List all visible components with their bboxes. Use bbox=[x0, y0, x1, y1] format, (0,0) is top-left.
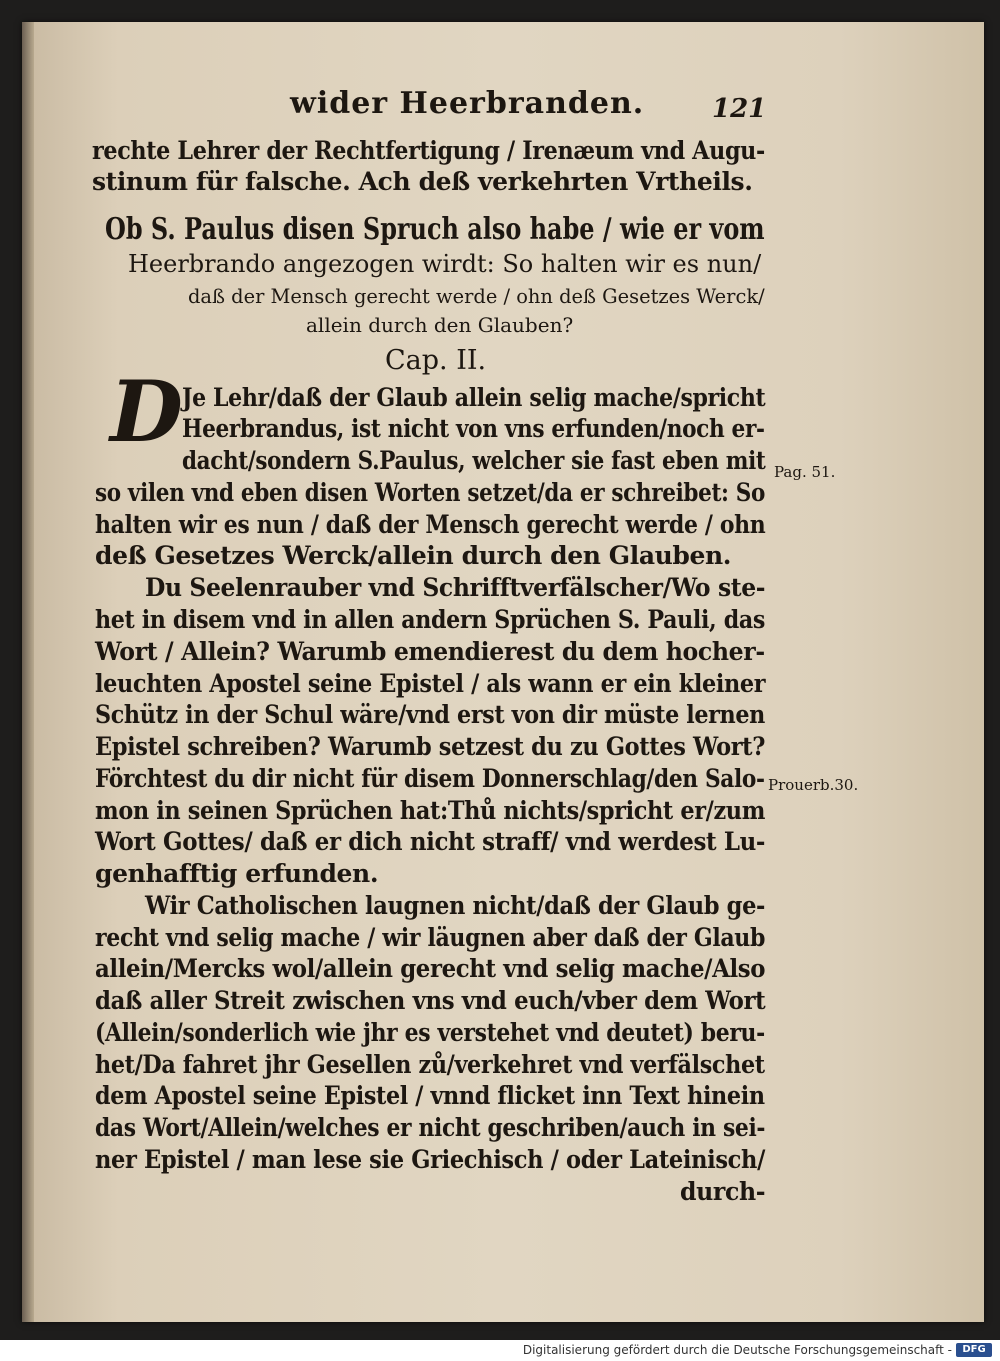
body-line: Heerbrandus, ist nicht von vns erfunden/noch er- bbox=[182, 414, 765, 443]
body-line: allein/Mercks wol/allein gerecht vnd selig mache/Also bbox=[95, 954, 766, 983]
body-line: das Wort/Allein/welches er nicht geschriben/auch in sei- bbox=[95, 1113, 766, 1142]
body-line: halten wir es nun / daß der Mensch gerecht werde / ohn bbox=[95, 510, 766, 539]
body-line: Wir Catholischen laugnen nicht/daß der Glaub ge- bbox=[145, 891, 766, 920]
running-title: wider Heerbranden. bbox=[290, 86, 645, 121]
body-line: deß Gesetzes Werck/allein durch den Glauben. bbox=[95, 541, 732, 570]
margin-note: Prouerb.30. bbox=[768, 776, 859, 794]
footer-bar bbox=[0, 1340, 1000, 1361]
dfg-logo: DFG bbox=[956, 1343, 992, 1357]
page-gutter bbox=[22, 22, 34, 1322]
body-line: Förchtest du dir nicht für disem Donnerschlag/den Salo- bbox=[95, 764, 765, 793]
body-line: so vilen vnd eben disen Worten setzet/da er schreibet: So bbox=[95, 478, 766, 507]
body-line: leuchten Apostel seine Epistel / als wann er ein kleiner bbox=[95, 669, 766, 698]
body-line: het/Da fahret jhr Gesellen zů/verkehret vnd verfälschet bbox=[95, 1050, 765, 1079]
body-line: dem Apostel seine Epistel / vnnd flicket inn Text hinein bbox=[95, 1081, 765, 1110]
section-title-line: allein durch den Glauben? bbox=[306, 313, 574, 337]
body-line: rechte Lehrer der Rechtfertigung / Irenæum vnd Augu- bbox=[92, 136, 765, 165]
body-line: het in disem vnd in allen andern Sprüchen S. Pauli, das bbox=[95, 605, 765, 634]
chapter-heading: Cap. II. bbox=[385, 345, 487, 376]
section-title-line: Heerbrando angezogen wirdt: So halten wir es nun/ bbox=[128, 250, 762, 278]
body-line: Wort / Allein? Warumb emendierest du dem hocher- bbox=[95, 637, 765, 666]
body-line: Epistel schreiben? Warumb setzest du zu Gottes Wort? bbox=[95, 732, 766, 761]
catchword: durch- bbox=[680, 1177, 766, 1206]
page-number: 121 bbox=[712, 94, 767, 124]
body-line: Schütz in der Schul wäre/vnd erst von dir müste lernen bbox=[95, 700, 765, 729]
body-line: Je Lehr/daß der Glaub allein selig mache/spricht bbox=[182, 383, 766, 412]
body-line: mon in seinen Sprüchen hat:Thů nichts/spricht er/zum bbox=[95, 796, 766, 825]
body-line: recht vnd selig mache / wir läugnen aber daß der Glaub bbox=[95, 923, 766, 952]
body-line: stinum für falsche. Ach deß verkehrten Vrtheils. bbox=[92, 167, 753, 196]
body-line: ner Epistel / man lese sie Griechisch / oder Lateinisch/ bbox=[95, 1145, 765, 1174]
margin-note: Pag. 51. bbox=[774, 463, 836, 481]
section-title-line: Ob S. Paulus disen Spruch also habe / wie er vom bbox=[105, 212, 765, 247]
body-line: (Allein/sonderlich wie jhr es verstehet vnd deutet) beru- bbox=[95, 1018, 765, 1047]
decorated-initial: D bbox=[110, 362, 183, 461]
body-line: daß aller Streit zwischen vns vnd euch/vber dem Wort bbox=[95, 986, 766, 1015]
body-line: dacht/sondern S.Paulus, welcher sie fast eben mit bbox=[182, 446, 766, 475]
funding-credit: Digitalisierung gefördert durch die Deutsche Forschungsgemeinschaft - bbox=[522, 1343, 952, 1357]
section-title-line: daß der Mensch gerecht werde / ohn deß Gesetzes Werck/ bbox=[188, 284, 765, 308]
body-line: Du Seelenrauber vnd Schrifftverfälscher/Wo ste- bbox=[145, 573, 766, 602]
body-line: genhafftig erfunden. bbox=[95, 859, 379, 888]
body-line: Wort Gottes/ daß er dich nicht straff/ vnd werdest Lu- bbox=[95, 827, 766, 856]
